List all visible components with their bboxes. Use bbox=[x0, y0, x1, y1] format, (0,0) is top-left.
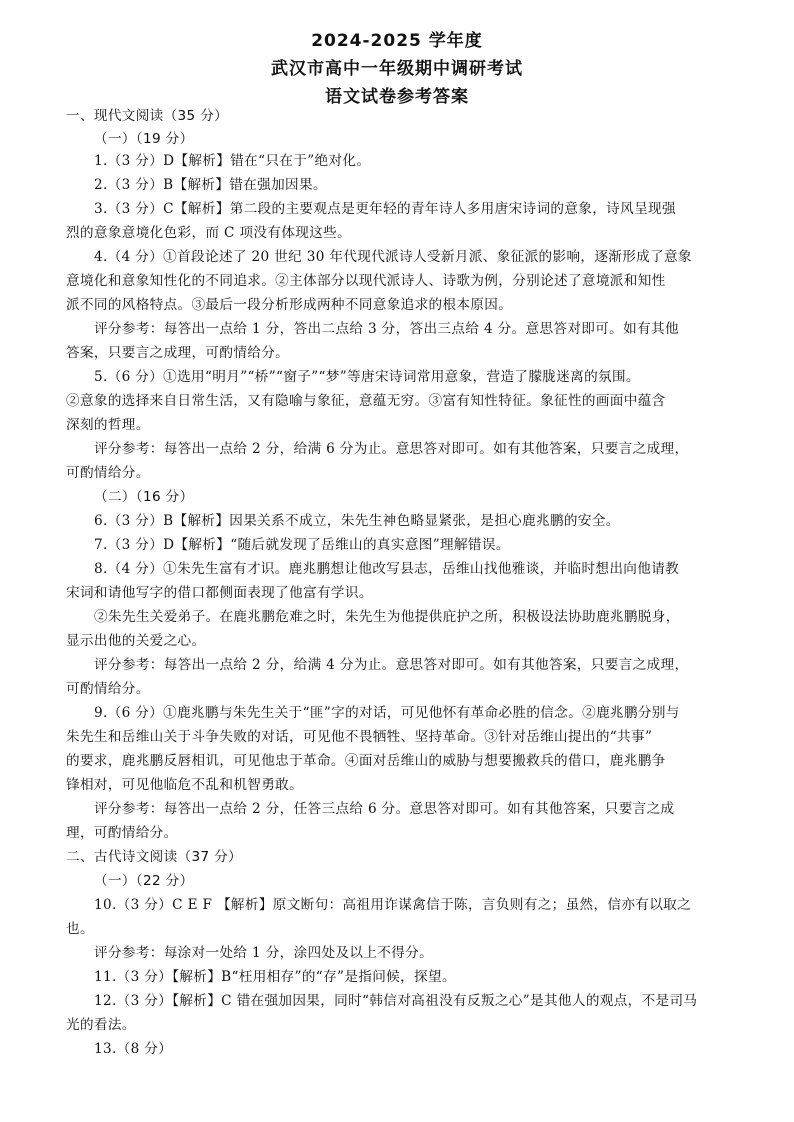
subsection-heading: （一）（19 分） bbox=[94, 131, 194, 147]
answer-line: 烈的意象意境化色彩，而 C 项没有体现这些。 bbox=[66, 225, 352, 241]
answer-line: ②朱先生关爱弟子。在鹿兆鹏危难之时，朱先生为他提供庇护之所，积极设法协助鹿兆鹏脱身， bbox=[94, 609, 680, 625]
answer-line: 1.（3 分）D【解析】错在“只在于”绝对化。 bbox=[94, 153, 371, 169]
answer-line: 锋相对，可见他临危不乱和机智勇敢。 bbox=[66, 777, 304, 793]
scoring-note: 评分参考：每答出一点给 1 分，答出二点给 3 分，答出三点给 4 分。意思答对即可。如有其他 bbox=[94, 321, 679, 337]
answer-line: 3.（3 分）C【解析】第二段的主要观点是更年轻的青年诗人多用唐宋诗词的意象，诗风呈现强 bbox=[94, 201, 676, 217]
answer-line: 光的看法。 bbox=[66, 1017, 136, 1033]
answer-line: ②意象的选择来自日常生活，又有隐喻与象征，意蕴无穷。③富有知性特征。象征性的画面中蕴含 bbox=[66, 393, 666, 409]
section-heading: 一、现代文阅读（35 分） bbox=[66, 108, 229, 124]
answer-line: 11.（3 分）【解析】B“枉用相存”的“存”是指问候，探望。 bbox=[94, 969, 456, 985]
answer-line: 2.（3 分）B【解析】错在强加因果。 bbox=[94, 177, 327, 193]
answer-line: 的要求，鹿兆鹏反唇相讥，可见他忠于革命。④面对岳维山的威胁与想要搬救兵的借口，鹿兆鹏争 bbox=[66, 753, 666, 769]
scoring-note: 可酌情给分。 bbox=[66, 681, 150, 697]
section-heading: 二、古代诗文阅读（37 分） bbox=[66, 849, 243, 865]
header-doc-title: 语文试卷参考答案 bbox=[325, 87, 469, 107]
answer-line: 宋词和请他写字的借口都侧面表现了他富有学识。 bbox=[66, 585, 373, 601]
answer-line: 深刻的哲理。 bbox=[66, 417, 150, 433]
header-year: 2024-2025 学年度 bbox=[311, 31, 483, 51]
answer-line: 显示出他的关爱之心。 bbox=[66, 633, 206, 649]
answer-line: 12.（3 分）【解析】C 错在强加因果，同时“韩信对高祖没有反叛之心”是其他人的观点，不是司马 bbox=[94, 993, 698, 1009]
answer-line: 9.（6 分）①鹿兆鹏与朱先生关于“匪”字的对话，可见他怀有革命必胜的信念。②鹿兆鹏分别与 bbox=[94, 705, 680, 721]
scoring-note: 评分参考：每涂对一处给 1 分，涂四处及以上不得分。 bbox=[94, 945, 434, 961]
answer-line: 4.（4 分）①首段论述了 20 世纪 30 年代现代派诗人受新月派、象征派的影响，逐渐形成了意象 bbox=[94, 249, 692, 265]
answer-line: 也。 bbox=[66, 921, 94, 937]
scoring-note: 答案，只要言之成理，可酌情给分。 bbox=[66, 345, 290, 361]
answer-line: 5.（6 分）①选用“明月”“桥”“窗子”“梦”等唐宋诗词常用意象，营造了朦胧迷离的氛围。 bbox=[94, 369, 640, 385]
answer-line: 6.（3 分）B【解析】因果关系不成立，朱先生神色略显紧张，是担心鹿兆鹏的安全。 bbox=[94, 513, 620, 529]
answer-line: 意境化和意象知性化的不同追求。②主体部分以现代派诗人、诗歌为例，分别论述了意境派和知性 bbox=[66, 273, 666, 289]
scoring-note: 评分参考：每答出一点给 2 分，任答三点给 6 分。意思答对即可。如有其他答案，只要言之成 bbox=[94, 801, 675, 817]
answer-line: 8.（4 分）①朱先生富有才识。鹿兆鹏想让他改写县志，岳维山找他雅谈，并临时想出向他请教 bbox=[94, 561, 680, 577]
scoring-note: 理，可酌情给分。 bbox=[66, 825, 178, 841]
scoring-note: 评分参考：每答出一点给 2 分，给满 6 分为止。意思答对即可。如有其他答案，只要言之成理， bbox=[94, 441, 689, 457]
scoring-note: 评分参考：每答出一点给 2 分，给满 4 分为止。意思答对即可。如有其他答案，只要言之成理， bbox=[94, 657, 689, 673]
answer-line: 朱先生和岳维山关于斗争失败的对话，可见他不畏牺牲、坚持革命。③针对岳维山提出的“共事” bbox=[66, 729, 653, 745]
scoring-note: 可酌情给分。 bbox=[66, 465, 150, 481]
header-exam-title: 武汉市高中一年级期中调研考试 bbox=[271, 59, 523, 79]
subsection-heading: （二）（16 分） bbox=[94, 489, 194, 505]
answer-line: 10.（3 分）C E F 【解析】原文断句：高祖用诈谋禽信于陈，言负则有之；虽然，信亦有以取之 bbox=[94, 897, 692, 913]
answer-line: 13.（8 分） bbox=[94, 1041, 173, 1057]
answer-line: 派不同的风格特点。③最后一段分析形成两种不同意象追求的根本原因。 bbox=[66, 297, 513, 313]
subsection-heading: （一）（22 分） bbox=[94, 873, 194, 889]
answer-line: 7.（3 分）D【解析】“随后就发现了岳维山的真实意图”理解错误。 bbox=[94, 537, 510, 553]
